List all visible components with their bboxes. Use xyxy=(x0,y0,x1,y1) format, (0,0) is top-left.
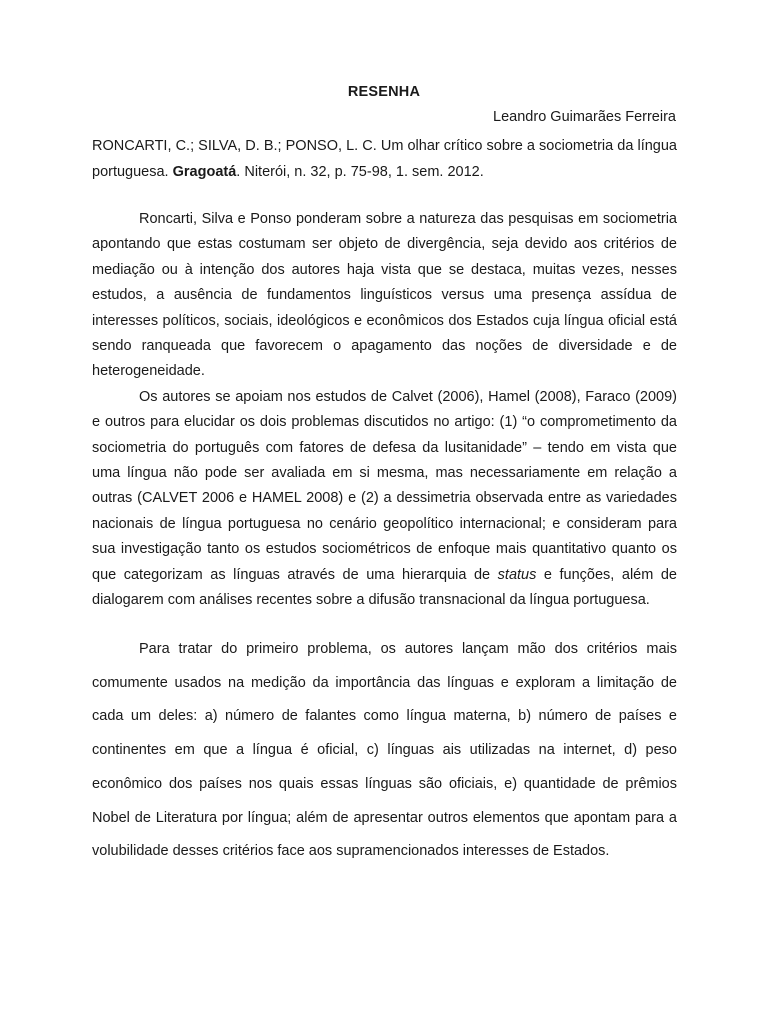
paragraph-2 xyxy=(92,385,677,614)
bibliographic-reference xyxy=(92,133,677,185)
paragraph-1: Roncarti, Silva e Ponso ponderam sobre a natureza das pesquisas em sociometria apontando que estas costumam ser objeto de divergência, seja devido aos critérios de mediação ou à intenção dos autores haja vista que se destaca, muitas vezes, nesses estudos, a ausência de fundamentos linguísticos versus uma presença assídua de interesses políticos, sociais, ideológicos e econômicos dos Estados cuja língua oficial está sendo ranqueada que favorecem o apagamento das noções de diversidade e de heterogeneidade. xyxy=(92,211,677,380)
reference-details: . Niterói, n. 32, p. 75-98, 1. sem. 2012. xyxy=(236,164,484,180)
paragraph-2-text-end: e funções, além de dialogarem com análises recentes sobre a difusão transnacional da língua portuguesa. xyxy=(92,566,677,609)
author-name: Leandro Guimarães Ferreira xyxy=(493,109,676,125)
body-text-upper xyxy=(92,207,677,614)
paragraph-2-italic-term: status xyxy=(497,566,537,583)
document-title: RESENHA xyxy=(347,84,421,100)
paragraph-2-text-start: Os autores se apoiam nos estudos de Calvet (2006), Hamel (2008), Faraco (2009) e outros para elucidar os dois problemas discutidos no artigo: (1) “o comprometimento da sociometria do português com fatores de defesa da lusitanidade” – tendo em vista que uma língua não pode ser avaliada em si mesma, mas necessariamente em relação a outras (CALVET 2006 e HAMEL 2008) e (2) a dessimetria observada entre as variedades nacionais de língua portuguesa no cenário geopolítico internacional; e consideram para sua investigação tanto os estudos sociométricos de enfoque mais quantitativo quanto os que categorizam as línguas através de uma hierarquia de xyxy=(92,388,677,583)
body-text-lower xyxy=(92,633,677,869)
reference-journal: Gragoatá xyxy=(172,164,237,180)
paragraph-3: Para tratar do primeiro problema, os autores lançam mão dos critérios mais comumente usados na medição da importância das línguas e exploram a limitação de cada um deles: a) número de falantes como língua materna, b) número de países e continentes em que a língua é oficial, c) línguas ais utilizadas na internet, d) peso econômico dos países nos quais essas línguas são oficiais, e) quantidade de prêmios Nobel de Literatura por língua; além de apresentar outros elementos que apontam para a volubilidade desses critérios face aos supramencionados interesses de Estados. xyxy=(92,641,677,860)
reference-authors-title: RONCARTI, C.; SILVA, D. B.; PONSO, L. C. Um olhar crítico sobre a sociometria da língua portuguesa. xyxy=(92,138,677,180)
